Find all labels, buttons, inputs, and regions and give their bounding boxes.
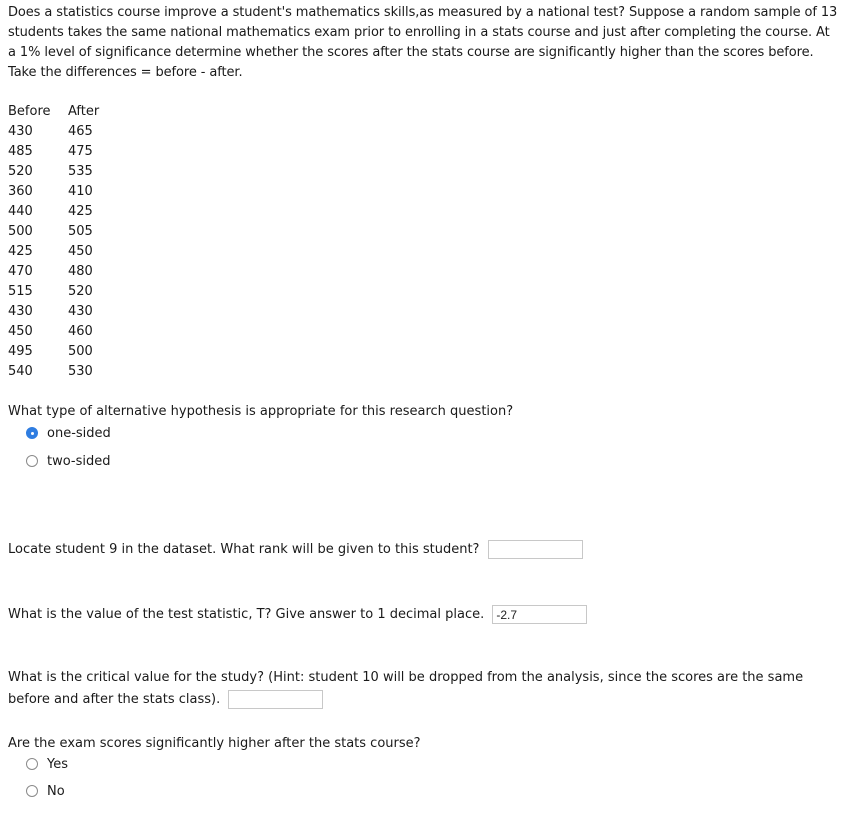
cell-before: 440 [8,204,33,219]
table-row [8,182,99,202]
cell-before: 450 [8,324,33,339]
question-text: Locate student 9 in the dataset. What rank will be given to this student? [8,542,480,557]
cell-before: 430 [8,304,33,319]
cell-after: 500 [68,344,93,359]
cell-after: 535 [68,164,93,179]
question-critical-value-line-2 [8,690,323,710]
option-label: two-sided [47,453,111,469]
table-row [8,222,99,242]
option-one-sided[interactable] [26,423,111,443]
radio-button-selected-icon[interactable] [26,427,38,439]
column-header-after: After [68,104,100,119]
question-alternative-hypothesis: What type of alternative hypothesis is appropriate for this research question? [8,404,514,419]
radio-button-icon[interactable] [26,785,38,797]
table-row [8,202,99,222]
cell-before: 515 [8,284,33,299]
rank-input[interactable] [488,540,583,559]
table-row [8,302,99,322]
cell-after: 505 [68,224,93,239]
cell-before: 470 [8,264,33,279]
cell-after: 460 [68,324,93,339]
question-critical-value-line-1: What is the critical value for the study? (Hint: student 10 will be dropped from the analysis, since the scores are the same [8,670,804,685]
cell-after: 480 [68,264,93,279]
question-text: What is the value of the test statistic, T? Give answer to 1 decimal place. [8,607,485,622]
table-row [8,282,99,302]
option-label: No [47,783,65,799]
question-significance: Are the exam scores significantly higher after the stats course? [8,736,421,751]
cell-before: 485 [8,144,33,159]
cell-before: 500 [8,224,33,239]
table-row [8,342,99,362]
cell-before: 540 [8,364,33,379]
option-two-sided[interactable] [26,451,111,471]
table-header-row [8,102,99,122]
cell-after: 465 [68,124,93,139]
cell-after: 475 [68,144,93,159]
cell-before: 430 [8,124,33,139]
cell-after: 425 [68,204,93,219]
option-no[interactable] [26,781,65,801]
option-yes[interactable] [26,754,68,774]
table-row [8,242,99,262]
question-text: before and after the stats class). [8,692,221,707]
cell-before: 360 [8,184,33,199]
table-row [8,322,99,342]
cell-after: 530 [68,364,93,379]
radio-button-icon[interactable] [26,455,38,467]
column-header-before: Before [8,104,51,119]
cell-before: 495 [8,344,33,359]
test-statistic-input[interactable] [492,605,587,624]
cell-after: 410 [68,184,93,199]
cell-after: 450 [68,244,93,259]
problem-statement: Does a statistics course improve a student's mathematics skills,as measured by a national test? Suppose a random sample of 13 students takes the same national mathematics exam prior to enrolling in a stats course and just after completing the course. At a 1% level of significance determine whether the scores after the stats course are significantly higher than the scores before. Take the differences = before - after. [8,5,838,80]
cell-before: 520 [8,164,33,179]
critical-value-input[interactable] [228,690,323,709]
option-label: Yes [47,756,68,772]
cell-after: 520 [68,284,93,299]
table-row [8,162,99,182]
question-rank-student-9 [8,540,583,560]
cell-after: 430 [68,304,93,319]
option-label: one-sided [47,425,111,441]
table-row [8,142,99,162]
cell-before: 425 [8,244,33,259]
table-row [8,262,99,282]
radio-button-icon[interactable] [26,758,38,770]
question-test-statistic [8,605,587,625]
table-row [8,362,99,382]
table-row [8,122,99,142]
scores-table [8,102,99,382]
